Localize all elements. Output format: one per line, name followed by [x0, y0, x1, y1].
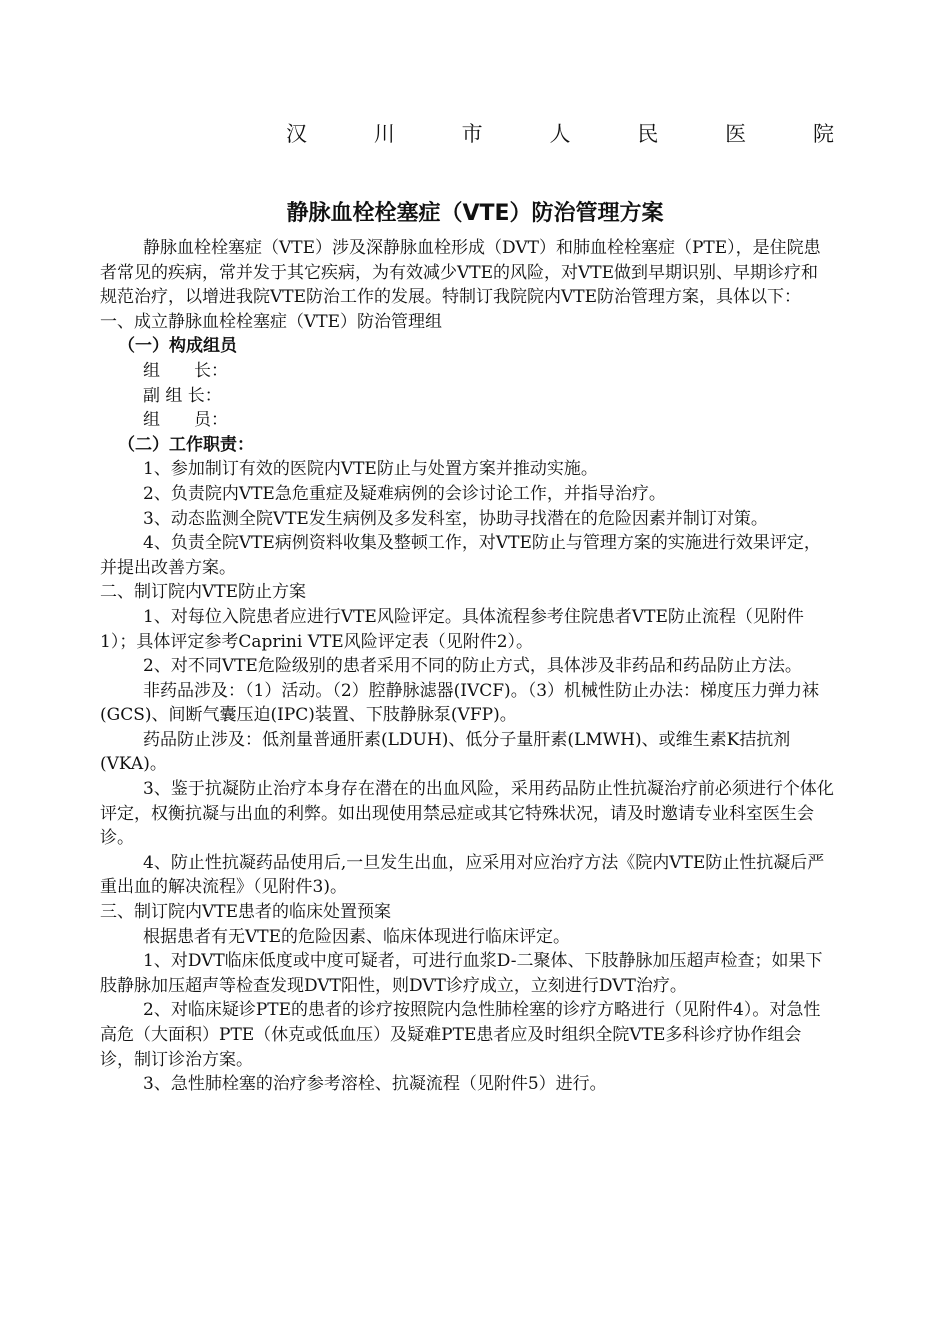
hospital-name-char: 人	[549, 122, 571, 146]
treatment-item: 2、对临床疑诊PTE的患者的诊疗按照院内急性肺栓塞的诊疗方略进行（见附件4）。对急性高危（大面积）PTE（休克或低血压）及疑难PTE患者应及时组织全院VTE多科诊疗协作组会诊，制订诊治方案。	[100, 1000, 821, 1070]
section-2-heading: 二、制订院内VTE防止方案	[100, 582, 307, 603]
hospital-name-char: 民	[637, 122, 659, 146]
document-title: 静脉血栓栓塞症（VTE）防治管理方案	[286, 201, 664, 226]
member-role-deputy: 副 组 长：	[143, 385, 222, 406]
subsection-duties-heading: （二）工作职责：	[118, 434, 254, 455]
hospital-name-char: 川	[373, 122, 395, 146]
treatment-item: 3、急性肺栓塞的治疗参考溶栓、抗凝流程（见附件5）进行。	[143, 1074, 607, 1095]
prevention-item: 1、对每位入院患者应进行VTE风险评定。具体流程参考住院患者VTE防止流程（见附件1）；具体评定参考Caprini VTE风险评定表（见附件2）。	[100, 606, 804, 652]
hospital-name-char: 院	[812, 122, 834, 146]
prevention-item: 非药品涉及：（1）活动。（2）腔静脉滤器(IVCF)。（3）机械性防止办法：梯度压力弹力袜(GCS)、间断气囊压迫(IPC)装置、下肢静脉泵(VFP)。	[100, 680, 820, 726]
intro-paragraph: 静脉血栓栓塞症（VTE）涉及深静脉血栓形成（DVT）和肺血栓栓塞症（PTE），是住院患者常见的疾病，常并发于其它疾病，为有效减少VTE的风险，对VTE做到早期识别、早期诊疗和规范治疗，以增进我院VTE防治工作的发展。特制订我院院内VTE防治管理方案，具体以下：	[100, 238, 821, 308]
duty-item: 4、负责全院VTE病例资料收集及整顿工作，对VTE防止与管理方案的实施进行效果评定，并提出改善方案。	[100, 533, 821, 578]
hospital-name-char: 市	[461, 122, 483, 146]
subsection-members-heading: （一）构成组员	[118, 336, 237, 357]
treatment-item: 根据患者有无VTE的危险因素、临床体现进行临床评定。	[143, 926, 571, 947]
document-body	[100, 236, 835, 1097]
duty-item: 1、参加制订有效的医院内VTE防止与处置方案并推动实施。	[143, 459, 598, 480]
hospital-name	[286, 120, 834, 148]
prevention-item: 3、鉴于抗凝防止治疗本身存在潜在的出血风险，采用药品防止性抗凝治疗前必须进行个体化评定，权衡抗凝与出血的利弊。如出现使用禁忌症或其它特殊状况，请及时邀请专业科室医生会诊。	[100, 779, 834, 849]
prevention-item: 2、对不同VTE危险级别的患者采用不同的防止方式，具体涉及非药品和药品防止方法。	[143, 656, 802, 677]
section-1-heading: 一、成立静脉血栓栓塞症（VTE）防治管理组	[100, 311, 443, 332]
treatment-item: 1、对DVT临床低度或中度可疑者，可进行血浆D-二聚体、下肢静脉加压超声检查；如果下肢静脉加压超声等检查发现DVT阳性，则DVT诊疗成立，立刻进行DVT治疗。	[100, 951, 823, 996]
section-3-heading: 三、制订院内VTE患者的临床处置预案	[100, 902, 392, 923]
member-role-member: 组 员：	[143, 410, 228, 431]
hospital-name-char: 医	[725, 122, 747, 146]
member-role-leader: 组 长：	[143, 360, 228, 381]
hospital-name-char: 汉	[286, 122, 307, 146]
prevention-item: 药品防止涉及：低剂量普通肝素(LDUH)、低分子量肝素(LMWH)、或维生素K拮抗剂(VKA)。	[100, 729, 791, 775]
duty-item: 2、负责院内VTE急危重症及疑难病例的会诊讨论工作，并指导治疗。	[143, 483, 666, 504]
duty-item: 3、动态监测全院VTE发生病例及多发科室，协助寻找潜在的危险因素并制订对策。	[143, 508, 768, 529]
prevention-item: 4、防止性抗凝药品使用后,一旦发生出血，应采用对应治疗方法《院内VTE防止性抗凝后严重出血的解决流程》（见附件3)。	[100, 852, 825, 898]
